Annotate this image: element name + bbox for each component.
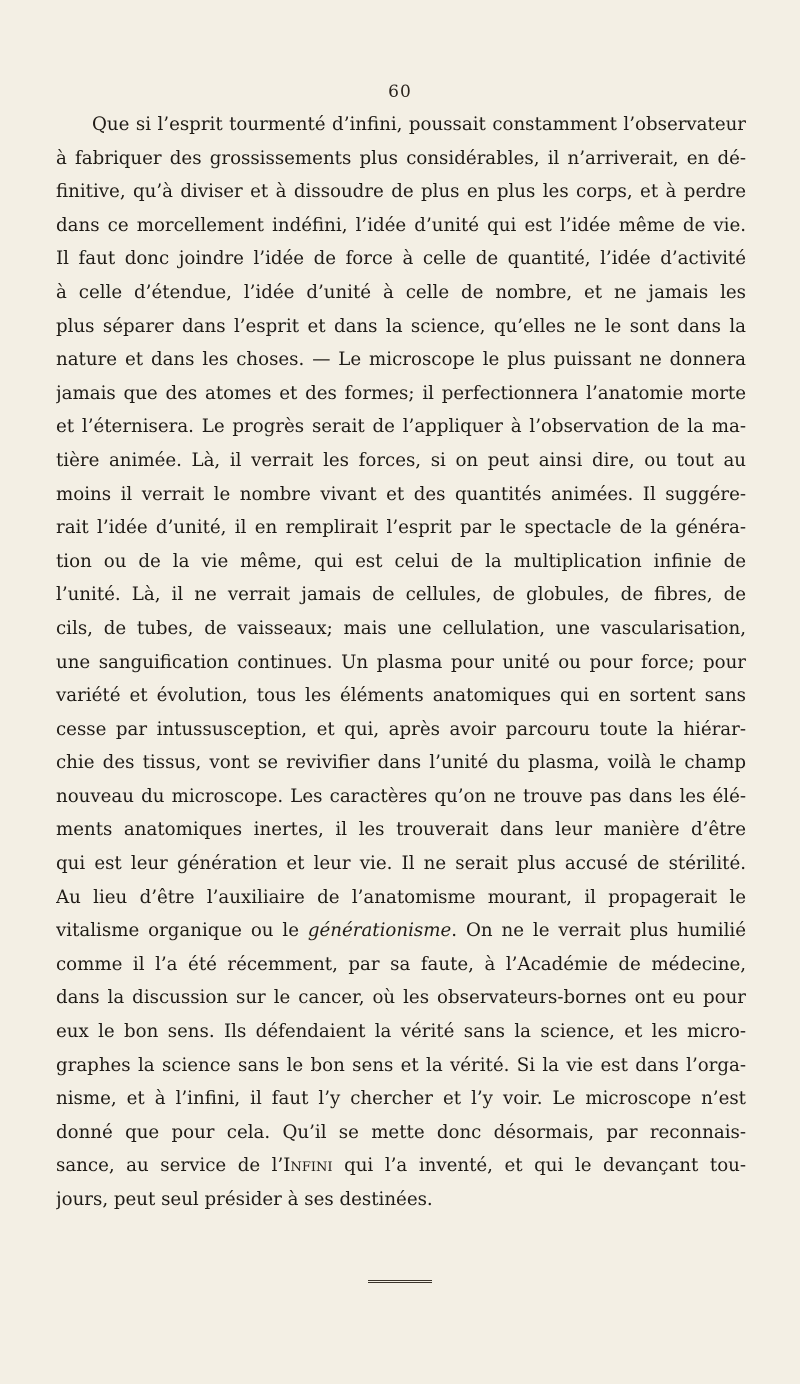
text-line: comme il l’a été récemment, par sa faute, à l’Académie de médecine,	[56, 953, 746, 975]
text-line: tière animée. Là, il verrait les forces, si on peut ainsi dire, ou tout au	[56, 449, 746, 471]
text-line: cils, de tubes, de vaisseaux; mais une cellulation, une vascularisation,	[56, 617, 746, 639]
text-line: l’unité. Là, il ne verrait jamais de cellules, de globules, de fibres, de	[56, 584, 746, 606]
text-line: dans ce morcellement indéfini, l’idée d’unité qui est l’idée même de vie.	[56, 214, 746, 236]
italic-term: générationisme	[307, 920, 452, 942]
text-line: ments anatomiques inertes, il les trouverait dans leur manière d’être	[56, 819, 746, 841]
text-line	[56, 914, 746, 948]
text-segment: sance, au service de l’	[56, 1155, 284, 1177]
rule-line	[368, 1280, 432, 1281]
rule-line	[368, 1282, 432, 1283]
text-line: qui est leur génération et leur vie. Il ne serait plus accusé de stérilité.	[56, 853, 746, 875]
small-caps-term: Infini	[283, 1155, 333, 1177]
text-line: graphes la science sans le bon sens et la vérité. Si la vie est dans l’orga-	[56, 1054, 746, 1076]
text-line: jamais que des atomes et des formes; il perfectionnera l’anatomie morte	[56, 382, 746, 404]
text-line: eux le bon sens. Ils défendaient la vérité sans la science, et les micro-	[56, 1021, 746, 1043]
text-line	[56, 1149, 746, 1183]
text-line: finitive, qu’à diviser et à dissoudre de plus en plus les corps, et à perdre	[56, 181, 746, 203]
text-line: Il faut donc joindre l’idée de force à celle de quantité, l’idée d’activité	[56, 248, 746, 270]
text-line: Au lieu d’être l’auxiliaire de l’anatomisme mourant, il propagerait le	[56, 886, 746, 908]
text-line: nature et dans les choses. — Le microscope le plus puissant ne donnera	[56, 349, 746, 371]
text-segment: qui l’a inventé, et qui le devançant tou-	[332, 1155, 746, 1177]
text-line: une sanguification continues. Un plasma pour unité ou pour force; pour	[56, 651, 746, 673]
body-paragraph	[56, 108, 746, 1217]
text-line: cesse par intussusception, et qui, après avoir parcouru toute la hiérar-	[56, 718, 746, 740]
text-line: tion ou de la vie même, qui est celui de la multiplication infinie de	[56, 550, 746, 572]
text-segment: . On ne le verrait plus humilié	[451, 920, 746, 942]
text-line: donné que pour cela. Qu’il se mette donc désormais, par reconnais-	[56, 1121, 746, 1143]
page-number: 60	[388, 82, 412, 102]
text-line: nisme, et à l’infini, il faut l’y chercher et l’y voir. Le microscope n’est	[56, 1088, 746, 1110]
end-rule-ornament	[368, 1279, 432, 1283]
text-segment: vitalisme organique ou le	[56, 920, 308, 942]
text-line: à celle d’étendue, l’idée d’unité à celle de nombre, et ne jamais les	[56, 281, 746, 303]
text-line: variété et évolution, tous les éléments anatomiques qui en sortent sans	[56, 685, 746, 707]
text-line: jours, peut seul présider à ses destinées.	[56, 1189, 433, 1210]
text-line: Que si l’esprit tourmenté d’infini, poussait constamment l’observateur	[92, 114, 746, 135]
text-line: dans la discussion sur le cancer, où les observateurs-bornes ont eu pour	[56, 987, 746, 1009]
text-line: moins il verrait le nombre vivant et des quantités animées. Il suggére-	[56, 483, 746, 505]
text-line: plus séparer dans l’esprit et dans la science, qu’elles ne le sont dans la	[56, 315, 746, 337]
text-line: nouveau du microscope. Les caractères qu’on ne trouve pas dans les élé-	[56, 785, 746, 807]
text-line: rait l’idée d’unité, il en remplirait l’esprit par le spectacle de la généra-	[56, 517, 746, 539]
text-line: chie des tissus, vont se revivifier dans l’unité du plasma, voilà le champ	[56, 752, 746, 774]
text-line: à fabriquer des grossissements plus considérables, il n’arriverait, en dé-	[56, 147, 746, 169]
text-line: et l’éternisera. Le progrès serait de l’appliquer à l’observation de la ma-	[56, 416, 746, 438]
